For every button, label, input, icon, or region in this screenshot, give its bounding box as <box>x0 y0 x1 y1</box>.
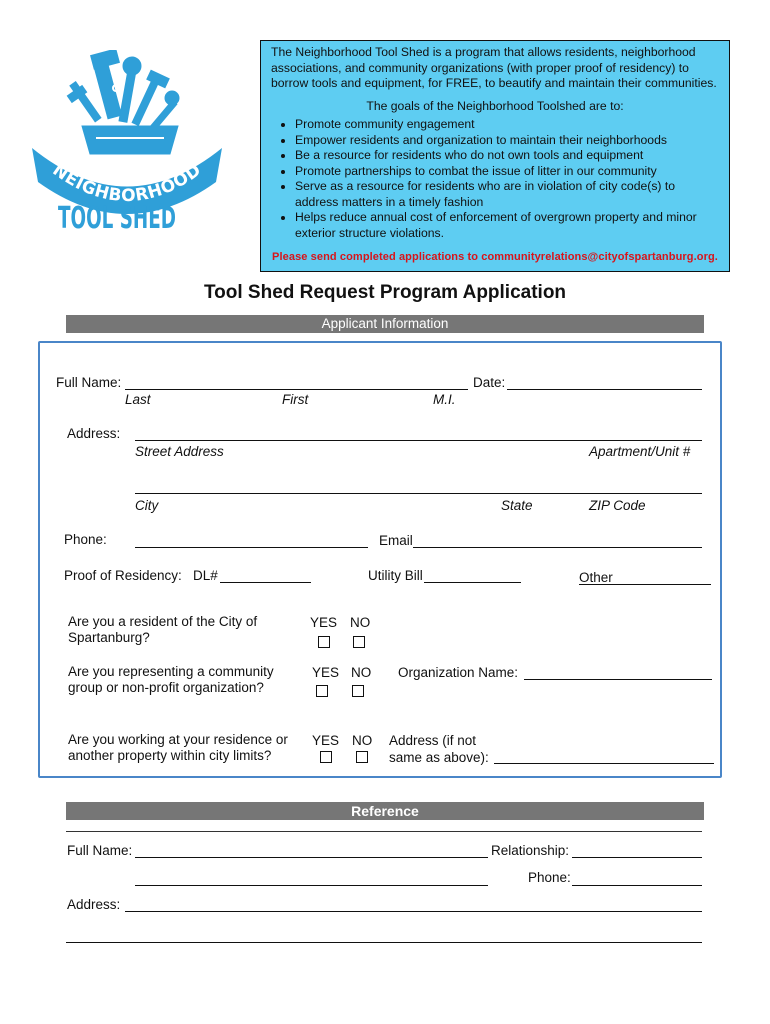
organization-yes-label: YES <box>312 665 340 680</box>
divider <box>66 831 702 832</box>
address-label: Address: <box>67 426 121 441</box>
reference-address-field-line2[interactable] <box>66 942 702 943</box>
resident-question: Are you a resident of the City of Spartanburg? <box>68 614 258 645</box>
goal-item: • Promote community engagement <box>295 117 719 133</box>
reference-address-field[interactable] <box>125 911 702 912</box>
date-field[interactable] <box>507 389 702 390</box>
proof-of-residency-label: Proof of Residency: <box>64 568 182 583</box>
resident-no-label: NO <box>350 615 371 630</box>
alt-address-label-line1: Address (if not <box>389 733 477 748</box>
work-location-question: Are you working at your residence or another property within city limits? <box>68 732 288 763</box>
organization-no-checkbox[interactable] <box>352 685 364 697</box>
goal-item: • Helps reduce annual cost of enforcement of overgrown property and minor exterior structure violations. <box>295 210 719 241</box>
city-state-zip-field[interactable] <box>135 493 702 494</box>
last-name-caption: Last <box>125 392 151 407</box>
full-name-field[interactable] <box>125 389 468 390</box>
goal-item: • Serve as a resource for residents who are in violation of city code(s) to address matters in a timely fashion <box>295 179 719 210</box>
phone-label: Phone: <box>64 532 107 547</box>
goal-item: • Be a resource for residents who do not own tools and equipment <box>295 148 719 164</box>
work-location-yes-label: YES <box>312 733 340 748</box>
other-proof-field[interactable] <box>579 584 711 585</box>
date-label: Date: <box>473 375 506 390</box>
work-location-yes-checkbox[interactable] <box>320 751 332 763</box>
goals-list <box>271 117 719 241</box>
goal-item: • Promote partnerships to combat the issue of litter in our community <box>295 164 719 180</box>
alt-address-label-line2: same as above): <box>389 750 489 765</box>
utility-bill-field[interactable] <box>424 582 521 583</box>
reference-phone-label: Phone: <box>528 870 571 885</box>
utility-bill-option: Utility Bill <box>368 568 423 583</box>
dl-number-field[interactable] <box>220 582 311 583</box>
tool-shed-logo-icon <box>20 50 235 240</box>
street-address-field[interactable] <box>135 440 702 441</box>
first-name-caption: First <box>282 392 309 407</box>
applicant-section-header: Applicant Information <box>66 315 704 333</box>
program-info-box <box>260 40 730 272</box>
other-option: Other <box>579 570 613 585</box>
organization-question: Are you representing a community group or non-profit organization? <box>68 664 274 695</box>
resident-yes-checkbox[interactable] <box>318 636 330 648</box>
neighborhood-tool-shed-logo <box>20 50 235 240</box>
alt-address-field[interactable] <box>494 763 714 764</box>
state-caption: State <box>501 498 533 513</box>
reference-full-name-label: Full Name: <box>67 843 133 858</box>
phone-field[interactable] <box>135 547 368 548</box>
relationship-field[interactable] <box>572 857 702 858</box>
middle-initial-caption: M.I. <box>433 392 456 407</box>
resident-yes-label: YES <box>310 615 338 630</box>
goals-heading: The goals of the Neighborhood Toolshed are to: <box>366 98 624 113</box>
reference-address-label: Address: <box>67 897 121 912</box>
organization-yes-checkbox[interactable] <box>316 685 328 697</box>
program-intro: The Neighborhood Tool Shed is a program that allows residents, neighborhood associations, and community organizations (with proper proof of residency) to borrow tools and equipment, for FREE, to beautify and maintain their communities. <box>271 45 717 90</box>
zip-caption: ZIP Code <box>589 498 646 513</box>
street-address-caption: Street Address <box>135 444 224 459</box>
svg-text:TOOL SHED: TOOL SHED <box>58 201 176 236</box>
work-location-no-label: NO <box>352 733 373 748</box>
reference-extra-line[interactable] <box>135 885 488 886</box>
organization-no-label: NO <box>351 665 372 680</box>
work-location-no-checkbox[interactable] <box>356 751 368 763</box>
full-name-label: Full Name: <box>56 375 122 390</box>
submission-email-note: Please send completed applications to communityrelations@cityofspartanburg.org. <box>272 251 718 263</box>
email-label: Email <box>379 533 413 548</box>
dl-option: DL# <box>193 568 218 583</box>
organization-name-field[interactable] <box>524 679 712 680</box>
email-field[interactable] <box>413 547 702 548</box>
form-title: Tool Shed Request Program Application <box>203 282 567 303</box>
organization-name-label: Organization Name: <box>398 665 519 680</box>
reference-phone-field[interactable] <box>572 885 702 886</box>
apartment-caption: Apartment/Unit # <box>589 444 691 459</box>
goal-item: • Empower residents and organization to maintain their neighborhoods <box>295 133 719 149</box>
city-caption: City <box>135 498 159 513</box>
relationship-label: Relationship: <box>491 843 570 858</box>
svg-text:NEIGHBORHOOD: NEIGHBORHOOD <box>48 160 206 207</box>
reference-full-name-field[interactable] <box>135 857 488 858</box>
resident-no-checkbox[interactable] <box>353 636 365 648</box>
reference-section-header: Reference <box>66 802 704 820</box>
